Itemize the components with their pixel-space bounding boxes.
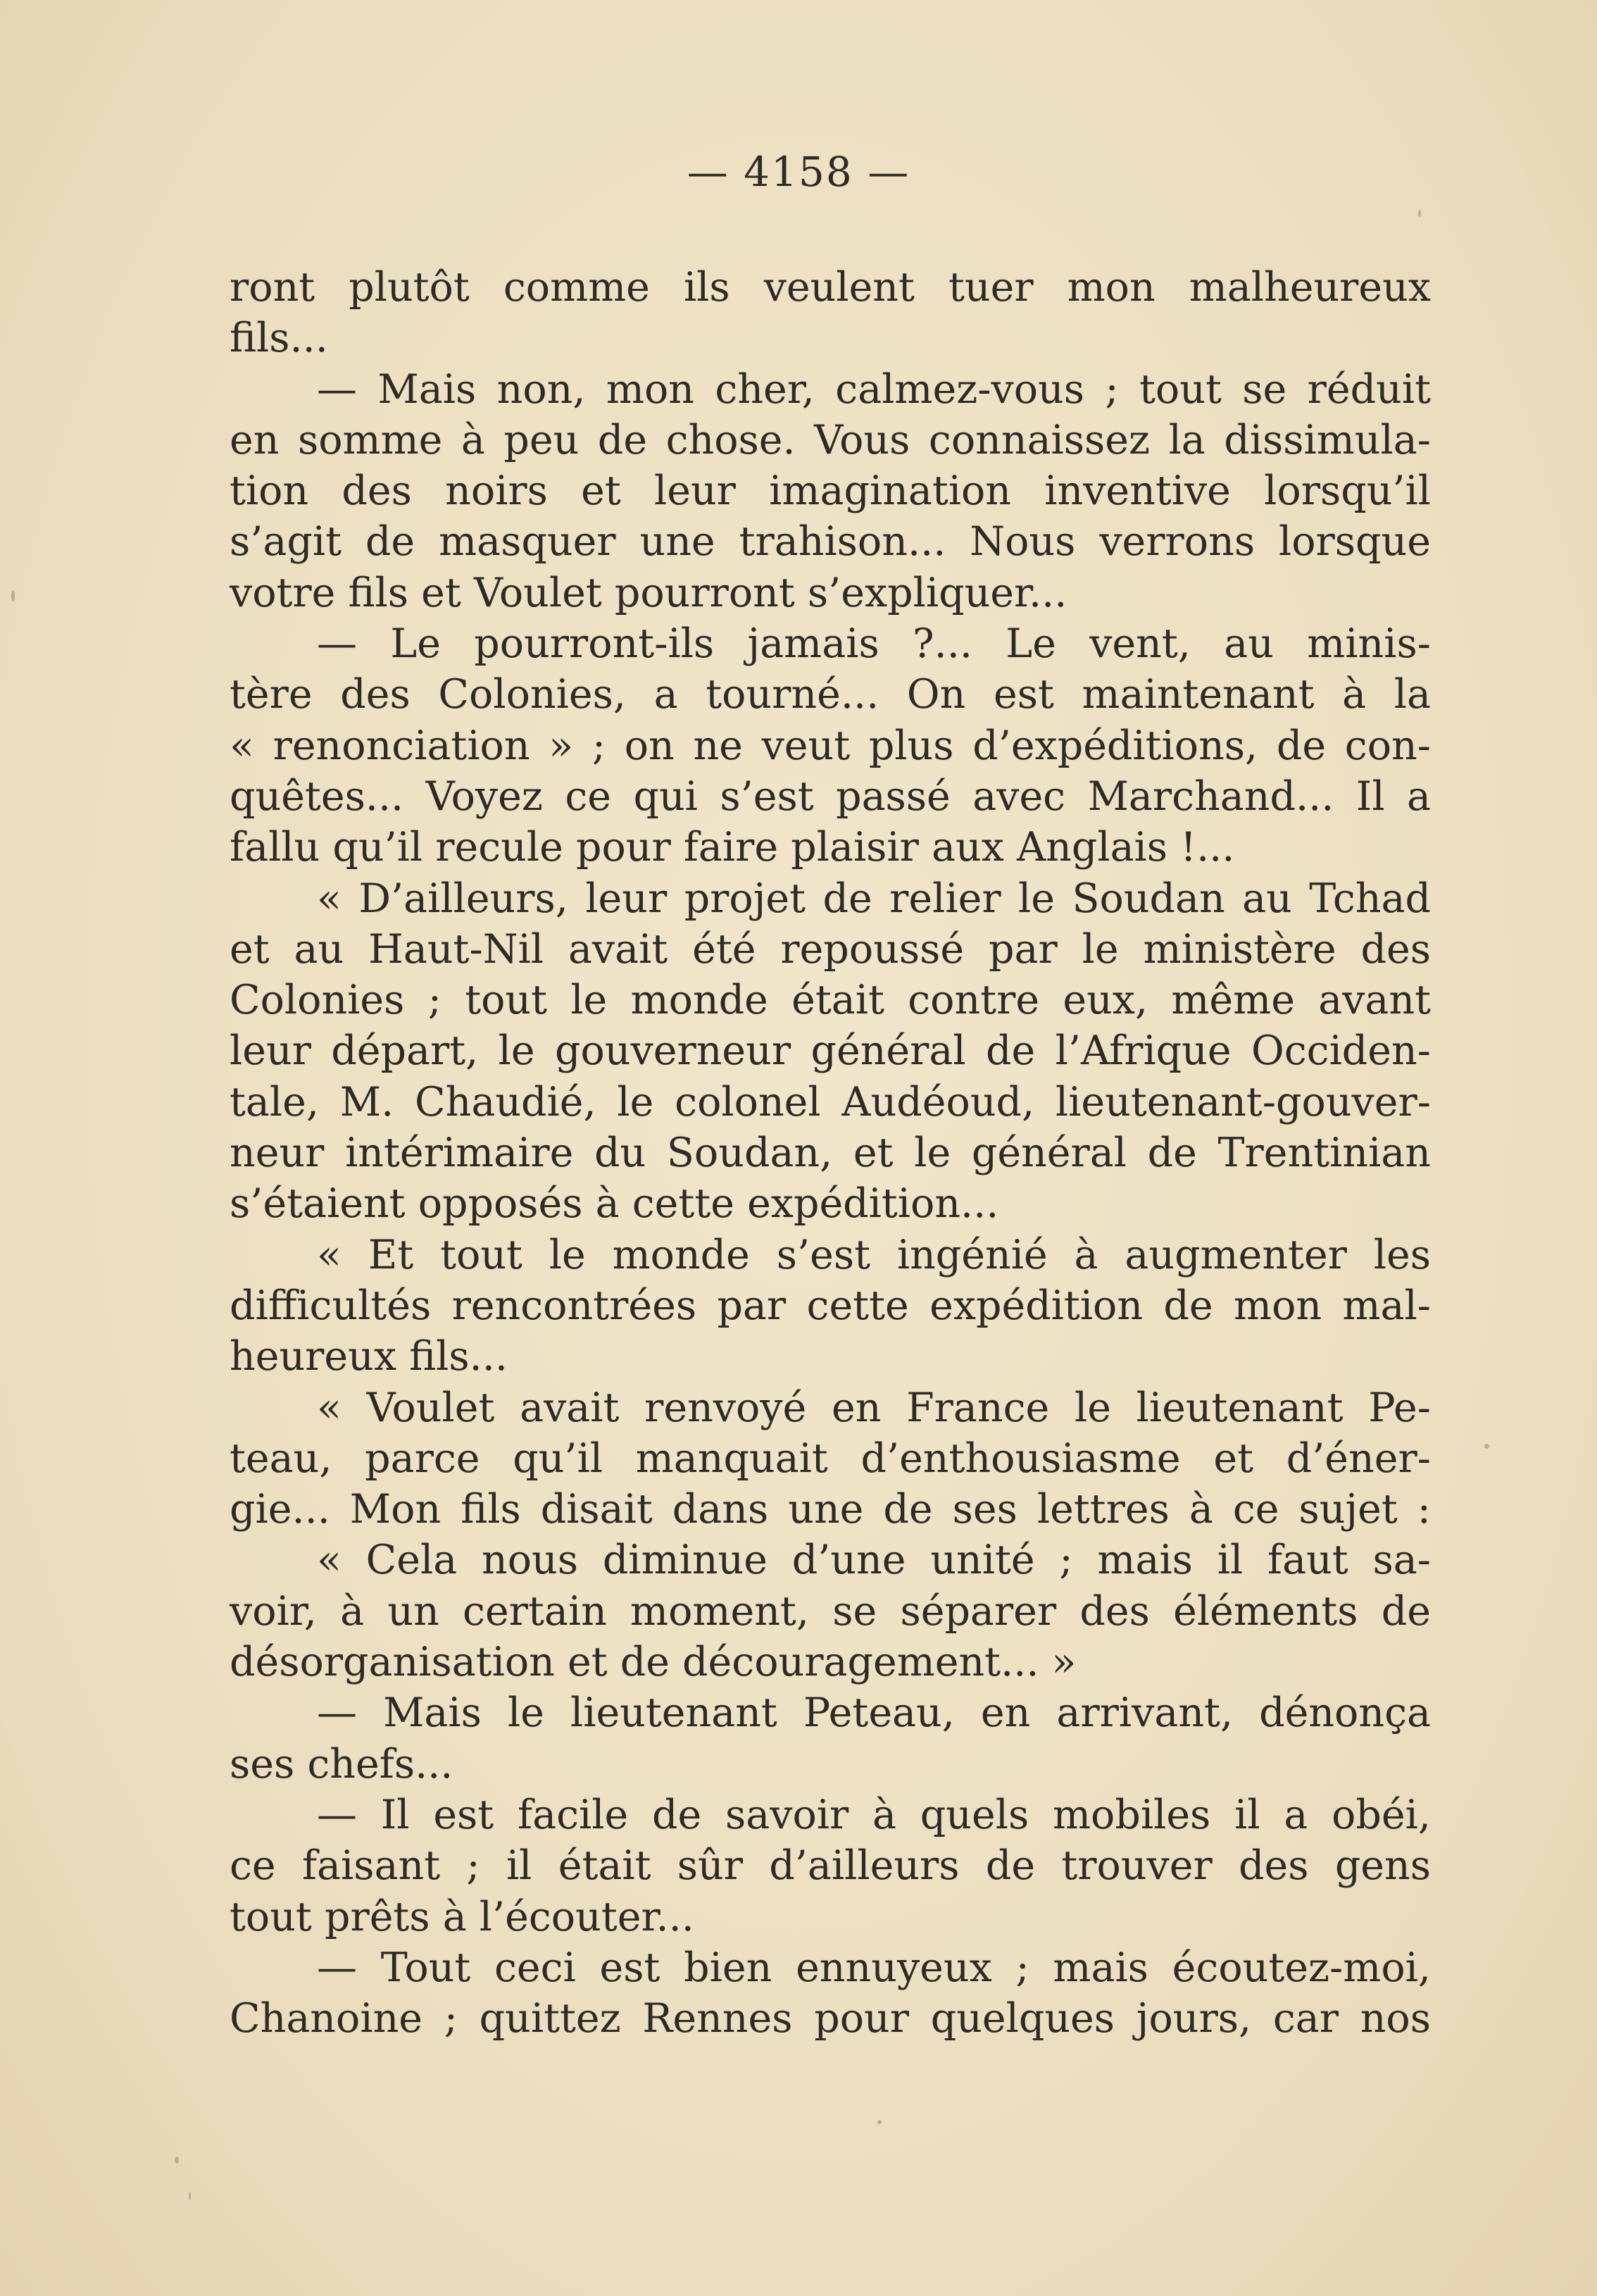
text-line: tale, M. Chaudié, le colonel Audéoud, lieutenant-gouver- [230, 1078, 1431, 1125]
body-text [230, 262, 1431, 2044]
paper-speck [877, 2120, 882, 2124]
text-line: « Et tout le monde s’est ingénié à augmenter les [317, 1231, 1431, 1278]
text-line: gie... Mon fils disait dans une de ses lettres à ce sujet : [230, 1486, 1431, 1533]
text-line: tion des noirs et leur imagination inventive lorsqu’il [230, 468, 1431, 515]
text-line: — Mais le lieutenant Peteau, en arrivant, dénonça [317, 1690, 1431, 1737]
text-line: et au Haut-Nil avait été repoussé par le ministère des [230, 925, 1431, 973]
text-line: — Il est facile de savoir à quels mobiles il a obéi, [317, 1791, 1431, 1838]
text-line: neur intérimaire du Soudan, et le général de Trentinian [230, 1130, 1431, 1177]
paper-speck [1484, 1444, 1489, 1449]
paper-speck [11, 590, 15, 601]
text-line: — Le pourront-ils jamais ?... Le vent, au minis- [317, 620, 1431, 668]
text-line: quêtes... Voyez ce qui s’est passé avec Marchand... Il a [230, 773, 1431, 820]
text-line: voir, à un certain moment, se séparer des éléments de [230, 1587, 1431, 1635]
text-line: difficultés rencontrées par cette expédition de mon mal- [230, 1282, 1431, 1329]
text-line: « renonciation » ; on ne veut plus d’expéditions, de con- [230, 722, 1431, 769]
text-line: leur départ, le gouverneur général de l’Afrique Occiden- [230, 1028, 1431, 1075]
text-line: heureux fils... [230, 1333, 508, 1380]
text-line: s’agit de masquer une trahison... Nous verrons lorsque [230, 518, 1431, 566]
text-line: s’étaient opposés à cette expédition... [230, 1180, 999, 1228]
text-line: « Cela nous diminue d’une unité ; mais il faut sa- [317, 1537, 1431, 1584]
text-line: votre fils et Voulet pourront s’expliquer... [230, 569, 1067, 616]
text-line: ses chefs... [230, 1740, 453, 1787]
text-line: ront plutôt comme ils veulent tuer mon malheureux [230, 264, 1431, 311]
text-line: « Voulet avait renvoyé en France le lieutenant Pe- [317, 1384, 1431, 1431]
paper-speck [175, 2157, 179, 2164]
text-line: fils... [230, 315, 328, 362]
text-line: — Tout ceci est bien ennuyeux ; mais écoutez-moi, [317, 1944, 1431, 1991]
paper-speck [189, 2192, 191, 2200]
text-line: — Mais non, mon cher, calmez-vous ; tout se réduit [317, 366, 1431, 413]
text-line: Chanoine ; quittez Rennes pour quelques jours, car nos [230, 1995, 1431, 2042]
text-line: ce faisant ; il était sûr d’ailleurs de trouver des gens [230, 1842, 1431, 1890]
page-number: — 4158 — [687, 148, 910, 196]
text-line: Colonies ; tout le monde était contre eux, même avant [230, 977, 1431, 1024]
text-line: tère des Colonies, a tourné... On est maintenant à la [230, 671, 1431, 718]
text-line: tout prêts à l’écouter... [230, 1893, 694, 1940]
text-line: fallu qu’il recule pour faire plaisir aux Anglais !... [230, 824, 1235, 871]
text-line: désorganisation et de découragement... » [230, 1639, 1077, 1686]
text-line: en somme à peu de chose. Vous connaissez la dissimula- [230, 416, 1431, 463]
text-line: teau, parce qu’il manquait d’enthousiasme et d’éner- [230, 1435, 1431, 1482]
text-line: « D’ailleurs, leur projet de relier le Soudan au Tchad [317, 875, 1431, 922]
paper-speck [1418, 210, 1421, 217]
